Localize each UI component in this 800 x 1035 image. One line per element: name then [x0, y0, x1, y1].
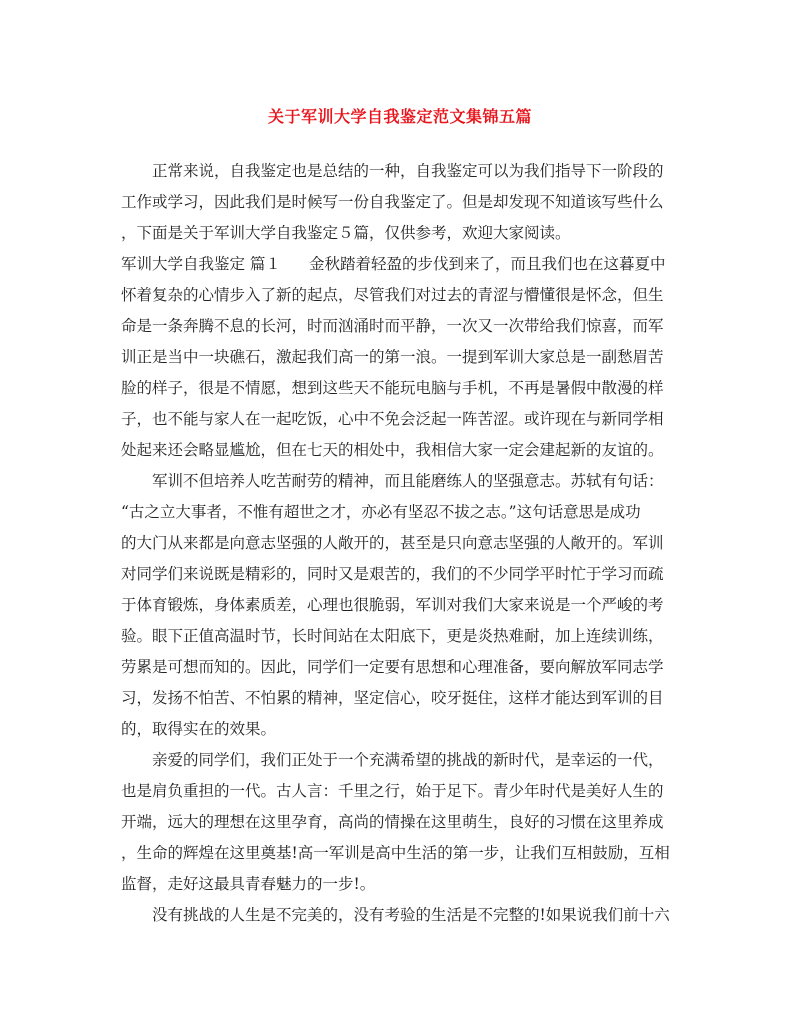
paragraph-line: ，生命的辉煌在这里奠基!高一军训是高中生活的第一步，让我们互相鼓励，互相 [121, 844, 670, 862]
document-title: 关于军训大学自我鉴定范文集锦五篇 [267, 107, 532, 126]
paragraph-line: 监督，走好这最具青春魅力的一步!。 [121, 875, 376, 893]
paragraph-line: 验。眼下正值高温时节，长时间站在太阳底下，更是炎热难耐，加上连续训练， [121, 627, 664, 645]
paragraph-line: 脸的样子，很是不情愿，想到这些天不能玩电脑与手机，不再是暑假中散漫的样 [121, 379, 664, 397]
paragraph-line: 劳累是可想而知的。因此，同学们一定要有思想和心理准备，要向解放军同志学 [121, 658, 664, 676]
paragraph-line: 对同学们来说既是精彩的，同时又是艰苦的，我们的不少同学平时忙于学习而疏 [121, 565, 664, 583]
paragraph-line: 于体育锻炼，身体素质差，心理也很脆弱，军训对我们大家来说是一个严峻的考 [121, 596, 664, 614]
paragraph-line: 子，也不能与家人在一起吃饭，心中不免会泛起一阵苦涩。或许现在与新同学相 [121, 410, 664, 428]
section-first-line [121, 249, 679, 280]
paragraph-line: 的大门从来都是向意志坚强的人敞开的，甚至是只向意志坚强的人敞开的。军训 [121, 534, 664, 552]
paragraph-line: 怀着复杂的心情步入了新的起点，尽管我们对过去的青涩与懵懂很是怀念，但生 [121, 286, 664, 304]
paragraph-line: 习，发扬不怕苦、不怕累的精神，坚定信心，咬牙挺住，这样才能达到军训的目 [121, 689, 664, 707]
paragraph-line: 没有挑战的人生是不完美的，没有考验的生活是不完整的!如果说我们前十六 [152, 906, 670, 924]
paragraph-line: 命是一条奔腾不息的长河，时而汹涌时而平静，一次又一次带给我们惊喜，而军 [121, 317, 664, 335]
paragraph-line: 工作或学习，因此我们是时候写一份自我鉴定了。但是却发现不知道该写些什么 [121, 193, 664, 211]
section-heading: 军训大学自我鉴定 篇１ [121, 255, 281, 273]
paragraph-line: 的，取得实在的效果。 [121, 720, 277, 738]
paragraph-line: 开端，远大的理想在这里孕育，高尚的情操在这里萌生，良好的习惯在这里养成 [121, 813, 664, 831]
paragraph-line: 也是肩负重担的一代。古人言：千里之行，始于足下。青少年时代是美好人生的 [121, 782, 664, 800]
paragraph-line: 亲爱的同学们，我们正处于一个充满希望的挑战的新时代，是幸运的一代， [152, 751, 664, 769]
paragraph-line: 正常来说，自我鉴定也是总结的一种，自我鉴定可以为我们指导下一阶段的 [152, 162, 664, 180]
paragraph-line: 金秋踏着轻盈的步伐到来了，而且我们也在这暮夏中 [308, 255, 666, 273]
paragraph-line: 训正是当中一块礁石，激起我们高一的第一浪。一提到军训大家总是一副愁眉苦 [121, 348, 664, 366]
paragraph-line: 处起来还会略显尴尬，但在七天的相处中，我相信大家一定会建起新的友谊的。 [121, 441, 664, 459]
paragraph-line: “古之立大事者，不惟有超世之才，亦必有坚忍不拔之志。”这句话意思是成功 [121, 503, 641, 521]
document-body [121, 156, 679, 931]
paragraph-line: 军训不但培养人吃苦耐劳的精神，而且能磨练人的坚强意志。苏轼有句话： [152, 472, 664, 490]
paragraph-line: ，下面是关于军训大学自我鉴定５篇，仅供参考，欢迎大家阅读。 [121, 224, 571, 242]
